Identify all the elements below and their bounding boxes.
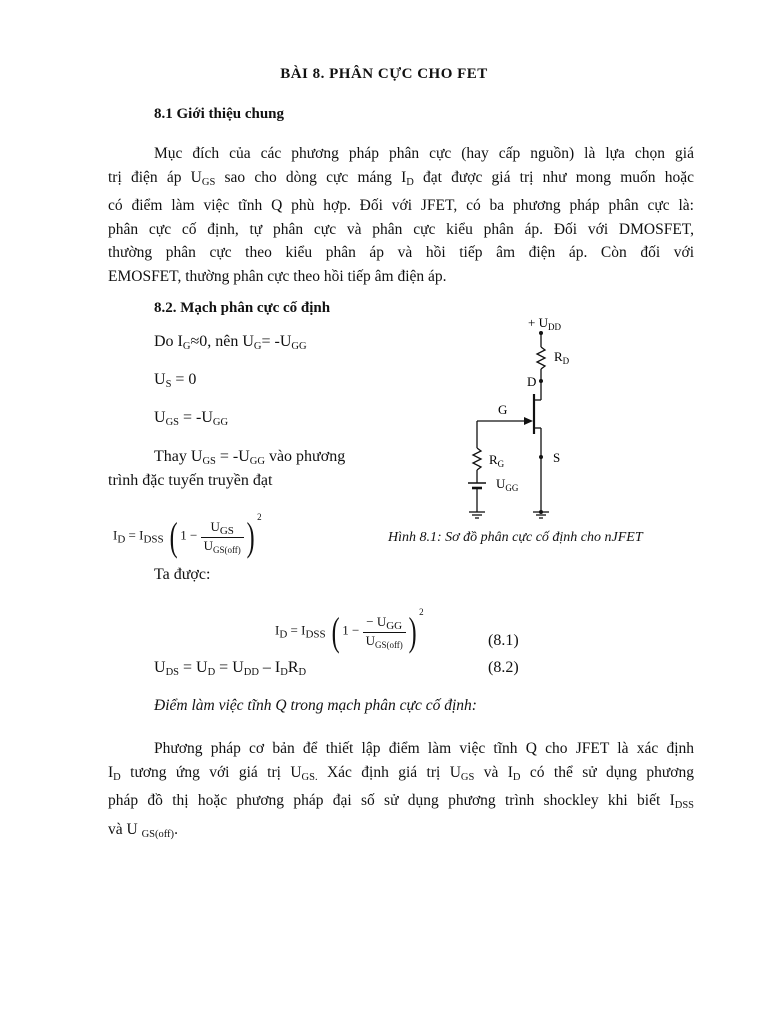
para-line: thường phân cực theo kiểu phân áp và hồi tiếp âm điện áp. Còn đối với [108,244,694,262]
ugg-label: $U_{GG}$ [496,476,519,493]
rd-label: $R_D$ [554,349,570,366]
ta-duoc: Ta được: [154,566,211,583]
rg-label: $R_G$ [489,452,505,469]
para-line: Phương pháp cơ bản để thiết lập điểm làm việc tĩnh Q cho JFET là xác định [154,740,694,757]
equation-label-8-1: (8.1) [488,632,519,649]
para-line: EMOSFET, thường phân cực theo hồi tiếp âm điện áp. [108,267,447,285]
q-heading: Điểm làm việc tĩnh Q trong mạch phân cực cố định: [154,697,477,714]
gate-label: G [498,402,508,417]
section-heading-8-1: 8.1 Giới thiệu chung [154,106,284,122]
para-line: pháp đồ thị hoặc phương pháp đại số sử dụng phương trình shockley khi biết $I_{DSS}$ [108,792,694,812]
drain-label: D [527,374,537,389]
page-title: BÀI 8. PHÂN CỰC CHO FET [280,66,488,82]
section-heading-8-2: 8.2. Mạch phân cực cố định [154,300,331,316]
para-line: và U $_{GS(off)}$. [108,820,178,840]
drain-node [539,379,543,383]
line-us: $U_S = 0$ [154,371,197,390]
udd-label: + $U_{DD}$ [528,315,561,332]
shockley-equation: $I_D = I_{DSS}$ ( 1 − $\frac{U_{GS}}{U_{GS(off)}}$ ) $^2$ [113,512,262,559]
equation-label-8-2: (8.2) [488,659,519,676]
figure-caption: Hình 8.1: Sơ đồ phân cực cố định cho nJFET [388,530,643,545]
rd-resistor [537,347,545,369]
para-line: $I_D$ tương ứng với giá trị $U_{GS.}$ Xác định giá trị $U_{GS}$ và $I_D$ có thể sử dụng phương [108,763,694,783]
line-thay: Thay $U_{GS} = -U_{GG}$ vào phương [154,448,346,467]
udd-node [539,331,543,335]
equation-8-1: $I_D = I_{DSS}$ ( 1 − $\frac{- U_{GG}}{U_{GS(off)}}$ ) $^2$ [275,607,424,654]
line-ugs: $U_{GS} = -U_{GG}$ [154,409,229,428]
para-line: trị điện áp $U_{GS}$ sao cho dòng cực máng $I_D$ đạt được giá trị như mong muốn hoặc [108,168,694,188]
equation-8-2: $U_{DS} = U_D = U_{DD} - I_DR_D$ [154,659,307,678]
rg-resistor [473,448,481,470]
line-ig: Do $I_G\approx 0$, nên $U_G= -U_{GG}$ [154,333,307,352]
source-node [539,455,543,459]
source-label: S [553,450,561,465]
para-line: có điểm làm việc tĩnh Q phù hợp. Đối với JFET, có ba phương pháp phân cực là: [108,197,694,215]
para-line: Mục đích của các phương pháp phân cực (hay cấp nguồn) là lựa chọn giá [154,145,694,162]
para-line: phân cực cố định, tự phân cực và phân cực kiểu phân áp. Đối với DMOSFET, [108,220,694,238]
line-thay-cont: trình đặc tuyến truyền đạt [108,472,273,489]
gate-arrow [524,417,533,425]
